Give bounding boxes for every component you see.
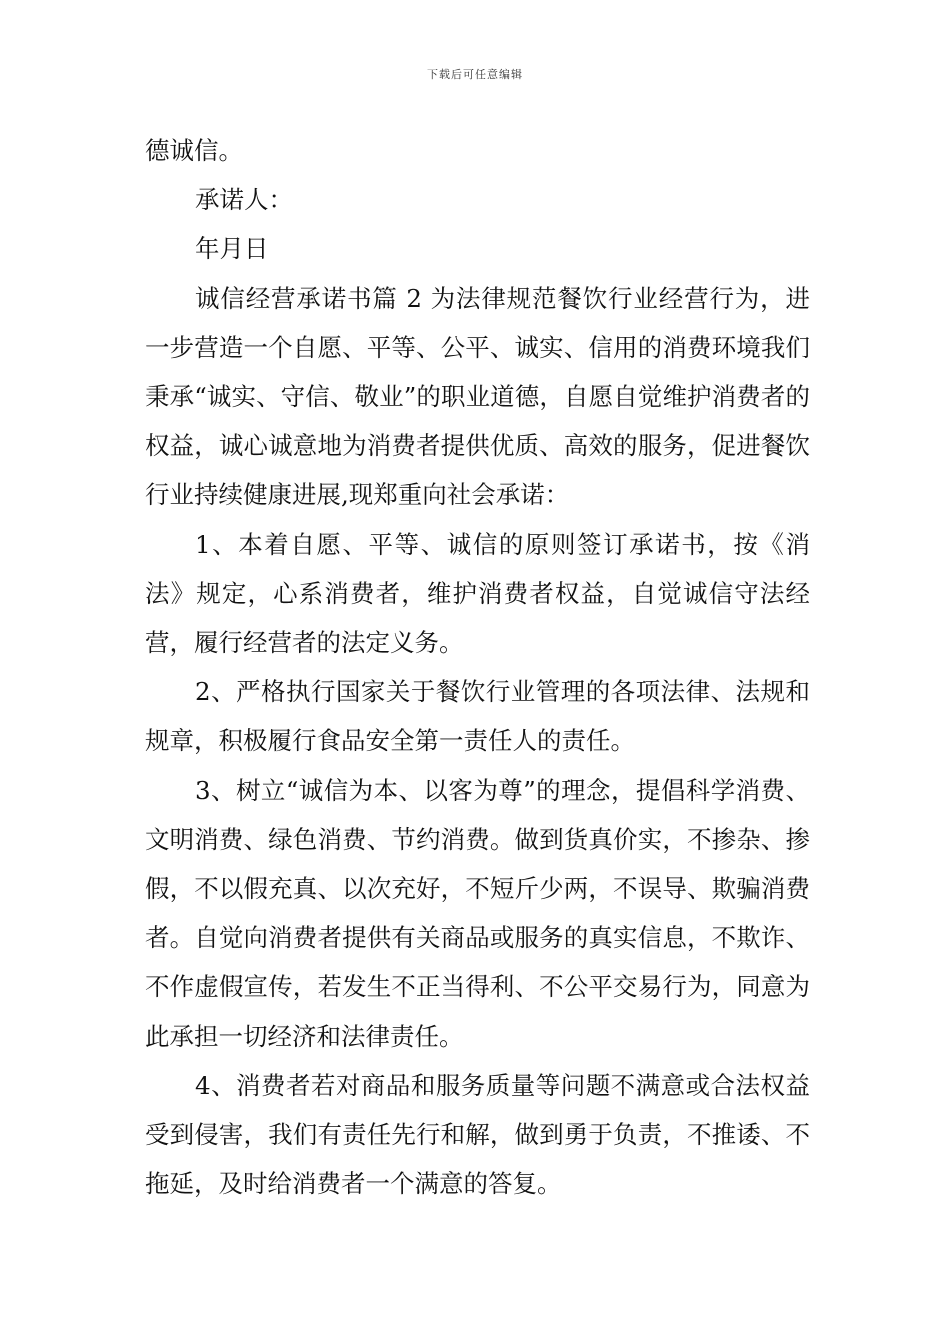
paragraph-item-4: 4、消费者若对商品和服务质量等问题不满意或合法权益受到侵害，我们有责任先行和解，做到勇于负责，不推诿、不拖延，及时给消费者一个满意的答复。 [145,1070,810,1199]
document-body [145,126,810,1208]
paragraph-date: 年月日 [195,234,269,264]
paragraph-item-1: 1、本着自愿、平等、诚信的原则签订承诺书，按《消法》规定，心系消费者，维护消费者权益，自觉诚信守法经营，履行经营者的法定义务。 [145,529,810,658]
page-header: 下载后可任意编辑 [427,68,523,81]
paragraph-intro: 诚信经营承诺书篇 2 为法律规范餐饮行业经营行为，进一步营造一个自愿、平等、公平、诚实、信用的消费环境我们秉承“诚实、守信、敬业”的职业道德，自愿自觉维护消费者的权益，诚心诚意地为消费者提供优质、高效的服务，促进餐饮行业持续健康进展,现郑重向社会承诺： [145,283,810,510]
paragraph-item-3: 3、树立“诚信为本、以客为尊”的理念，提倡科学消费、文明消费、绿色消费、节约消费。做到货真价实，不掺杂、掺假，不以假充真、以次充好，不短斤少两，不误导、欺骗消费者。自觉向消费者提供有关商品或服务的真实信息，不欺诈、不作虚假宣传，若发生不正当得利、不公平交易行为，同意为此承担一切经济和法律责任。 [145,775,810,1051]
paragraph-item-2: 2、严格执行国家关于餐饮行业管理的各项法律、法规和规章，积极履行食品安全第一责任人的责任。 [145,677,810,756]
paragraph-signatory: 承诺人： [195,185,293,215]
paragraph-closing: 德诚信。 [145,136,243,165]
